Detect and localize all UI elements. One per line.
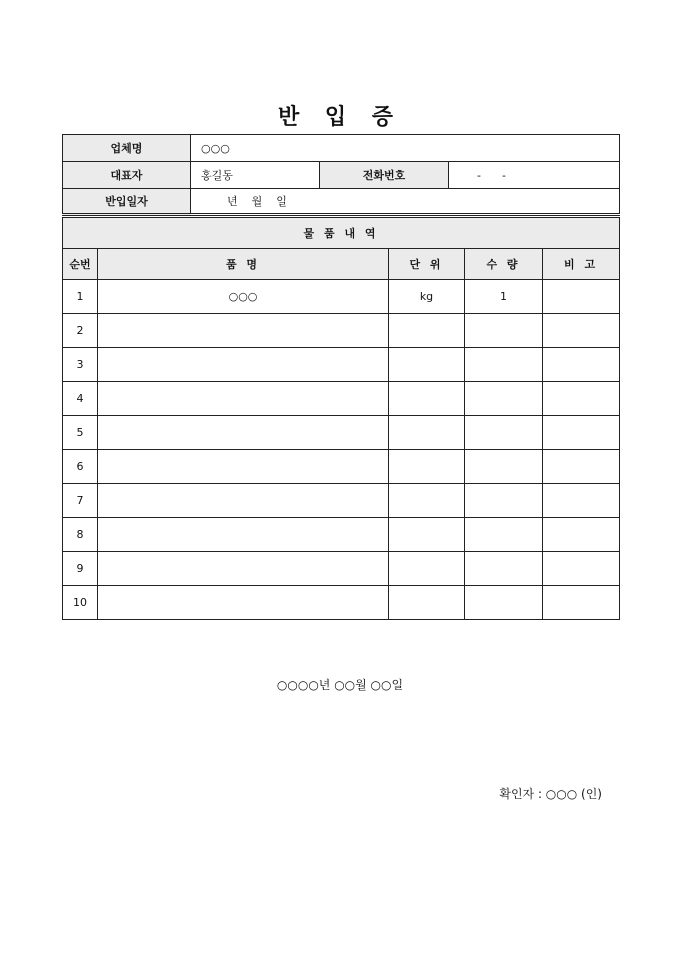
table-row — [63, 484, 620, 518]
row-note[interactable] — [543, 450, 620, 484]
row-name[interactable] — [98, 348, 389, 382]
company-label: 업체명 — [63, 135, 191, 162]
row-no: 1 — [63, 280, 98, 314]
table-row — [63, 450, 620, 484]
table-row — [63, 416, 620, 450]
row-qty[interactable] — [465, 416, 543, 450]
row-qty[interactable] — [465, 518, 543, 552]
row-unit[interactable]: kg — [389, 280, 465, 314]
row-qty[interactable] — [465, 450, 543, 484]
phone-label: 전화번호 — [320, 162, 449, 189]
header-note: 비 고 — [543, 249, 620, 280]
row-name[interactable] — [98, 416, 389, 450]
table-row — [63, 586, 620, 620]
row-qty[interactable] — [465, 484, 543, 518]
row-name[interactable]: ○○○ — [98, 280, 389, 314]
row-unit[interactable] — [389, 348, 465, 382]
row-note[interactable] — [543, 484, 620, 518]
header-unit: 단 위 — [389, 249, 465, 280]
header-no: 순번 — [63, 249, 98, 280]
row-unit[interactable] — [389, 314, 465, 348]
document-title: 반 입 증 — [277, 105, 403, 130]
row-note[interactable] — [543, 382, 620, 416]
row-qty[interactable] — [465, 382, 543, 416]
row-no: 2 — [63, 314, 98, 348]
row-no: 5 — [63, 416, 98, 450]
row-name[interactable] — [98, 314, 389, 348]
row-name[interactable] — [98, 518, 389, 552]
table-row — [63, 382, 620, 416]
phone-value[interactable]: - - — [449, 162, 620, 189]
date-row — [63, 189, 620, 215]
row-unit[interactable] — [389, 382, 465, 416]
row-note[interactable] — [543, 552, 620, 586]
row-unit[interactable] — [389, 518, 465, 552]
row-qty[interactable] — [465, 348, 543, 382]
row-unit[interactable] — [389, 586, 465, 620]
header-row — [63, 249, 620, 280]
table-row — [63, 348, 620, 382]
row-unit[interactable] — [389, 484, 465, 518]
row-note[interactable] — [543, 280, 620, 314]
row-note[interactable] — [543, 518, 620, 552]
items-table — [62, 217, 620, 620]
date-label: 반입일자 — [63, 189, 191, 215]
info-table — [62, 134, 620, 216]
row-no: 4 — [63, 382, 98, 416]
row-name[interactable] — [98, 484, 389, 518]
issue-date: ○○○○년 ○○월 ○○일 — [276, 678, 404, 692]
row-qty[interactable] — [465, 314, 543, 348]
confirmer-signature: 확인자 : ○○○ (인) — [499, 787, 602, 801]
table-row — [63, 280, 620, 314]
representative-label: 대표자 — [63, 162, 191, 189]
row-no: 8 — [63, 518, 98, 552]
row-name[interactable] — [98, 382, 389, 416]
row-no: 6 — [63, 450, 98, 484]
row-name[interactable] — [98, 586, 389, 620]
header-name: 품 명 — [98, 249, 389, 280]
row-unit[interactable] — [389, 552, 465, 586]
row-no: 10 — [63, 586, 98, 620]
row-qty[interactable] — [465, 552, 543, 586]
representative-value[interactable]: 홍길동 — [191, 162, 320, 189]
date-value[interactable]: 년 월 일 — [191, 189, 620, 215]
row-qty[interactable] — [465, 586, 543, 620]
table-row — [63, 518, 620, 552]
representative-row — [63, 162, 620, 189]
company-row — [63, 135, 620, 162]
row-name[interactable] — [98, 450, 389, 484]
row-no: 3 — [63, 348, 98, 382]
section-title: 물 품 내 역 — [63, 218, 620, 249]
row-no: 7 — [63, 484, 98, 518]
company-value[interactable]: ○○○ — [191, 135, 620, 162]
row-no: 9 — [63, 552, 98, 586]
row-note[interactable] — [543, 314, 620, 348]
row-unit[interactable] — [389, 416, 465, 450]
row-note[interactable] — [543, 416, 620, 450]
row-unit[interactable] — [389, 450, 465, 484]
section-title-row — [63, 218, 620, 249]
table-row — [63, 552, 620, 586]
header-qty: 수 량 — [465, 249, 543, 280]
table-row — [63, 314, 620, 348]
row-qty[interactable]: 1 — [465, 280, 543, 314]
row-note[interactable] — [543, 586, 620, 620]
row-name[interactable] — [98, 552, 389, 586]
row-note[interactable] — [543, 348, 620, 382]
